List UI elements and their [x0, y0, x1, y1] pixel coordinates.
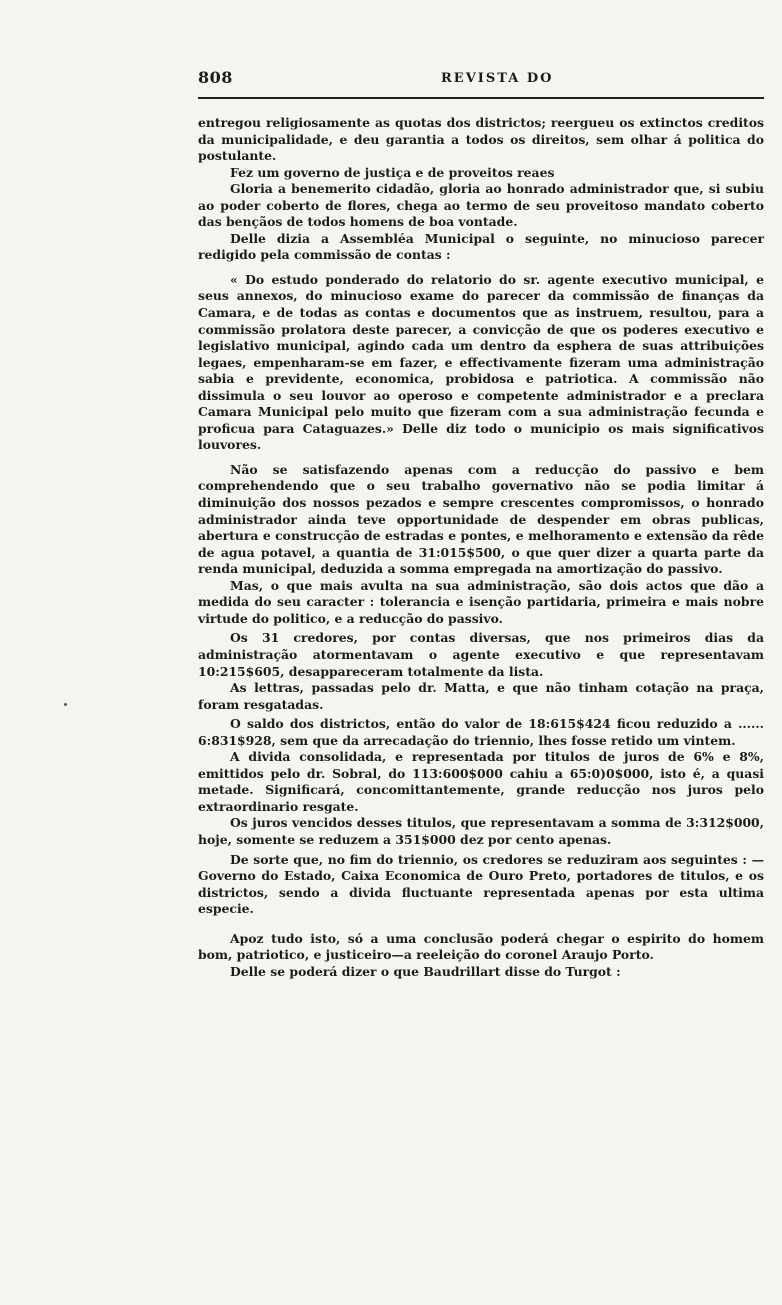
page-number: 808 [198, 68, 233, 87]
paragraph: Delle dizia a Assembléa Municipal o seguinte, no minucioso parecer redigido pela commissão de contas : [198, 230, 764, 263]
running-title: REVISTA DO [441, 71, 554, 86]
stray-ink-mark [64, 703, 67, 706]
paragraph: A divida consolidada, e representada por titulos de juros de 6% e 8%, emittidos pelo dr. Sobral, do 113:600$000 cahiu a 65:0)0$000, isto é, a quasi metade. Significará, concomittantemente, grande reducção nos juros pelo extraordinario resgate. [198, 749, 764, 814]
paragraph: Não se satisfazendo apenas com a reducção do passivo e bem comprehendendo que o seu trabalho governativo não se podia limitar á diminuição dos nossos pezados e sempre crescentes compromissos, o honrado administrador ainda teve opportunidade de despender em obras publicas, abertura e construcção de estradas e pontes, e melhoramento e extensão da rêde de agua potavel, a quantia de 31:015$500, o que quer dizer a quarta parte da renda municipal, deduzida a somma empregada na amortização do passivo. [198, 461, 764, 577]
paragraph: Gloria a benemerito cidadão, gloria ao honrado administrador que, si subiu ao poder coberto de flores, chega ao termo de seu proveitoso mandato coberto das bençãos de todos homens de boa vontade. [198, 181, 764, 230]
header-rule [198, 97, 764, 99]
paragraph: Apoz tudo isto, só a uma conclusão poderá chegar o espirito do homem bom, patriotico, e justiceiro—a reeleição do coronel Araujo Porto. [198, 930, 764, 963]
paragraph: De sorte que, no fim do triennio, os credores se reduziram aos seguintes : —Governo do Estado, Caixa Economica de Ouro Preto, portadores de titulos, e os districtos, sendo a divida fluctuante representada apenas por esta ultima especie. [198, 851, 764, 917]
paragraph: O saldo dos districtos, então do valor de 18:615$424 ficou reduzido a ...... 6:831$928, sem que da arrecadação do triennio, lhes fosse retido um vintem. [198, 716, 764, 748]
page-header [198, 68, 764, 94]
paragraph: Mas, o que mais avulta na sua administração, são dois actos que dão a medida do seu caracter : tolerancia e isenção partidaria, primeira e mais nobre virtude do politico, e a reducção do passivo. [198, 577, 764, 626]
paragraph: entregou religiosamente as quotas dos districtos; reergueu os extinctos creditos da municipalidade, e deu garantia a todos os direitos, sem olhar á politica do postulante. [198, 115, 764, 164]
quoted-paragraph: « Do estudo ponderado do relatorio do sr. agente executivo municipal, e seus annexos, do minucioso exame do parecer da commissão de finanças da Camara, e de todas as contas e documentos que as instruem, resultou, para a commissão prolatora deste parecer, a convicção de que os poderes executivo e legislativo municipal, agindo cada um dentro da esphera de suas attribuições legaes, empenharam-se em fazer, e effectivamente fizeram uma administração sabia e previdente, economica, probidosa e patriotica. A commissão não dissimula o seu louvor ao operoso e competente administrador e a preclara Camara Municipal pelo muito que fizeram com a sua administração fecunda e proficua para Cataguazes.» Delle diz todo o municipio os mais significativos louvores. [198, 271, 764, 453]
paragraph: As lettras, passadas pelo dr. Matta, e que não tinham cotação na praça, foram resgatadas. [198, 680, 764, 712]
paragraph: Fez um governo de justiça e de proveitos reaes [230, 164, 555, 180]
paragraph: Os juros vencidos desses titulos, que representavam a somma de 3:312$000, hoje, somente se reduzem a 351$000 dez por cento apenas. [198, 815, 764, 847]
paragraph: Os 31 credores, por contas diversas, que nos primeiros dias da administração atormentavam o agente executivo e que representavam 10:215$605, desappareceram totalmente da lista. [198, 630, 764, 679]
body-text [198, 115, 764, 980]
paragraph: Delle se poderá dizer o que Baudrillart disse do Turgot : [230, 963, 621, 979]
